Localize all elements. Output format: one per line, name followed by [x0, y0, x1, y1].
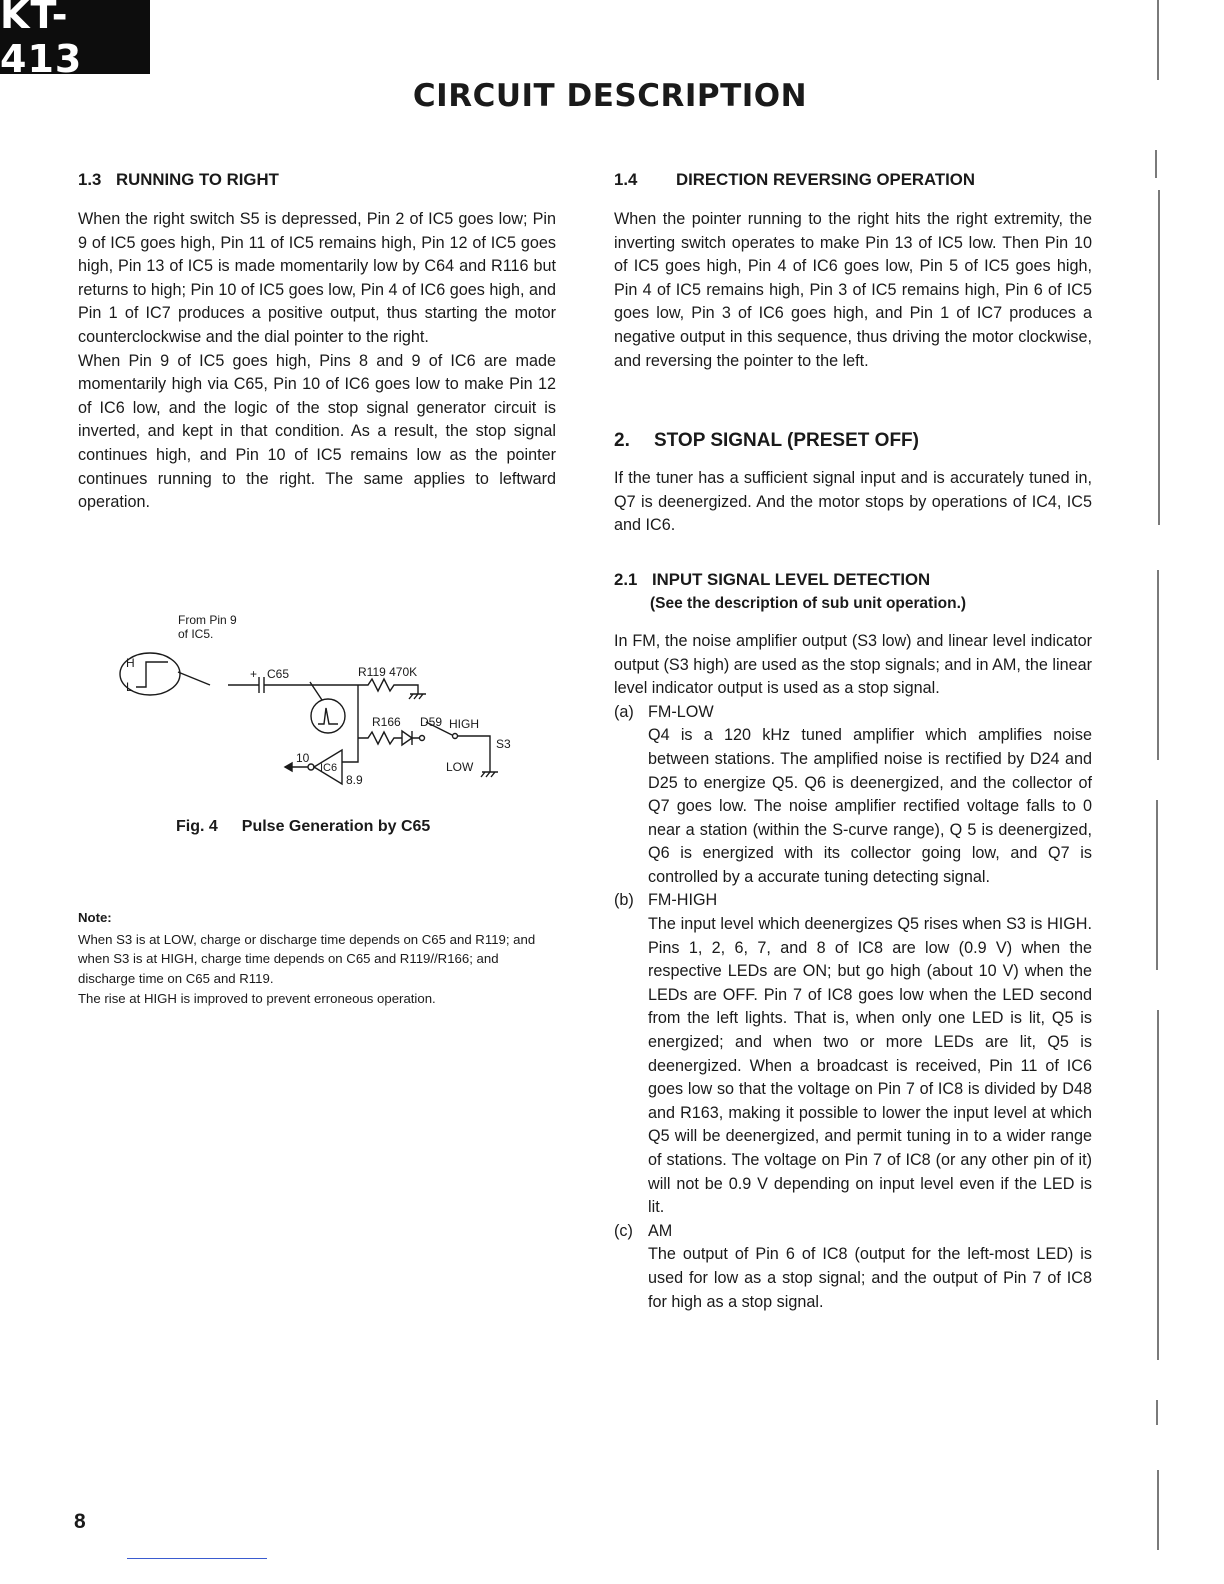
label-ic6: IC6 [320, 762, 338, 774]
page-number: 8 [74, 1510, 86, 1533]
label-d59: D59 [420, 715, 443, 729]
section-1-3-heading [78, 168, 556, 192]
section-title: DIRECTION REVERSING OPERATION [676, 170, 975, 189]
pulse-generation-diagram [110, 612, 530, 792]
right-column [614, 168, 1092, 1314]
section-number: 1.3 [78, 170, 102, 189]
left-column [78, 168, 556, 515]
section-number: 1.4 [614, 170, 638, 189]
section-2-paragraph: If the tuner has a sufficient signal input and is accurately tuned in, Q7 is deenergized. And the motor stops by operations of IC4, IC5 and IC6. [614, 469, 1092, 535]
ground-symbol-2 [481, 772, 498, 777]
item-c-label-row [614, 1220, 1092, 1244]
ic6-output-arrow [285, 763, 292, 771]
bottom-rule [127, 1558, 267, 1559]
label-pins89: 8.9 [346, 773, 363, 787]
section-1-3-paragraph-2: When Pin 9 of IC5 goes high, Pins 8 and 9 of IC6 are made momentarily high via C65, Pin 10 of IC6 goes low to make Pin 12 of IC6 low, and the logic of the stop signal generator circuit is inverted, and kept in that condition. As a result, the stop signal continues high, and Pin 10 of IC5 remains low as the pointer continues running to the right. The same applies to leftward operation. [78, 351, 556, 512]
section-title: INPUT SIGNAL LEVEL DETECTION [652, 569, 931, 589]
item-tag: (c) [614, 1221, 633, 1240]
figure-number: Fig. 4 [176, 818, 218, 835]
label-of-ic: of IC5. [178, 627, 214, 641]
item-b-body: The input level which deenergizes Q5 rises when S3 is HIGH. Pins 1, 2, 6, 7, and 8 of IC8 are low (0.9 V) when the respective LEDs are ON; but go high (about 10 V) when the LEDs are OFF. Pin 7 of IC8 goes low when the LED second from the left lights. That is, when only one LED is lit, Q5 is energized; and when two or more LEDs are lit, Q5 is deenergized. When a broadcast is received, Pin 11 of IC6 goes low so that the voltage on Pin 7 of IC8 is divided by D48 and R163, making it possible to lower the input level at which Q5 will be deenergized, and permit tuning in to a wider range of stations. The voltage on Pin 7 of IC8 (or any other pin of it) will not be 0.9 V depending on input level even if the LED is lit. [648, 915, 1092, 1217]
c65-capacitor [259, 677, 264, 693]
d59-diode [398, 731, 420, 745]
label-h: H [126, 656, 135, 670]
label-pin10: 10 [296, 751, 310, 765]
label-low: LOW [446, 760, 474, 774]
note-paragraph-1: When S3 is at LOW, charge or discharge time depends on C65 and R119; and when S3 is at HIGH, charge time depends on C65 and R119//R166; and discharge time on C65 and R119. [78, 931, 536, 987]
item-tag: (a) [614, 702, 634, 721]
item-tag: (b) [614, 891, 634, 910]
section-1-3-paragraph-1: When the right switch S5 is depressed, Pin 2 of IC5 goes low; Pin 9 of IC5 goes high, Pin 11 of IC5 remains high, Pin 12 of IC5 goes high, Pin 13 of IC5 is made momentarily low by C64 and R116 but returns to high; Pin 10 of IC5 goes low, Pin 4 of IC6 goes high, and Pin 1 of IC7 produces a positive output, thus starting the motor counterclockwise and the dial pointer to the right. [78, 210, 556, 346]
note-block [78, 908, 556, 1009]
label-high: HIGH [449, 717, 479, 731]
item-label: AM [648, 1221, 673, 1240]
item-c-body: The output of Pin 6 of IC8 (output for the left-most LED) is used for low as a stop signal; and the output of Pin 7 of IC8 for high as a stop signal. [648, 1245, 1092, 1311]
note-paragraph-2: The rise at HIGH is improved to prevent erroneous operation. [78, 990, 436, 1006]
label-r119: R119 470K [358, 665, 418, 679]
bubble-pointer [178, 672, 210, 685]
r119-resistor [358, 679, 418, 694]
item-b-label-row [614, 889, 1092, 913]
section-number: 2.1 [614, 569, 638, 589]
item-label: FM-HIGH [648, 891, 718, 910]
scan-edge-marks [1150, 0, 1224, 1584]
page-title: CIRCUIT DESCRIPTION [412, 78, 808, 114]
label-s3: S3 [496, 737, 511, 751]
section-1-4-heading [614, 168, 1092, 192]
input-pulse-waveform [136, 662, 168, 687]
output-pulse-waveform [318, 708, 338, 724]
section-number: 2. [614, 430, 630, 452]
item-a-body: Q4 is a 120 kHz tuned amplifier which amplifies noise between stations. The amplified noise is rectified by D24 and D25 to energize Q5. Q6 is deenergized, and the collector of Q7 goes low. The noise amplifier rectified voltage falls to 0 near a station (within the S-curve range), Q 5 is deenergized, Q6 is energized with its collector going low, and Q7 is controlled by a accurate tuning detecting signal. [648, 726, 1092, 886]
label-c65: C65 [267, 667, 290, 681]
section-title: RUNNING TO RIGHT [116, 170, 279, 189]
section-title: STOP SIGNAL (PRESET OFF) [654, 430, 919, 452]
label-plus: + [250, 667, 258, 681]
label-l: L [126, 680, 133, 694]
s3-common-contact [453, 734, 458, 739]
r166-resistor [358, 732, 398, 744]
figure-title: Pulse Generation by C65 [241, 818, 431, 835]
figure-caption [176, 818, 430, 836]
model-badge: KT-413 [0, 0, 150, 74]
item-label: FM-LOW [648, 702, 714, 721]
section-2-1-paragraph: In FM, the noise amplifier output (S3 low) and linear level indicator output (S3 high) are used as the stop signals; and in AM, the linear level indicator output is used as a stop signal. [614, 631, 1092, 698]
section-1-4-paragraph: When the pointer running to the right hits the right extremity, the inverting switch operates to make Pin 13 of IC5 low. Then Pin 10 of IC5 goes high, Pin 4 of IC6 goes low, Pin 5 of IC5 goes high, Pin 4 of IC5 remains high, Pin 3 of IC5 remains high, Pin 6 of IC5 goes low, Pin 3 of IC6 goes high, and Pin 1 of IC7 produces a negative output in this sequence, thus driving the motor clockwise, and reversing the pointer to the left. [614, 210, 1092, 370]
ground-symbol-1 [409, 694, 426, 699]
item-a-label-row [614, 701, 1092, 725]
section-2-1-subnote: (See the description of sub unit operation.) [650, 594, 967, 612]
label-from-pin: From Pin 9 [178, 613, 237, 627]
s3-contact-high [420, 736, 425, 741]
wire-to-ic6 [342, 738, 358, 762]
note-heading: Note: [78, 910, 112, 925]
section-2-1-heading [614, 568, 1092, 592]
label-r166: R166 [372, 715, 401, 729]
section-2-heading [614, 429, 1092, 453]
